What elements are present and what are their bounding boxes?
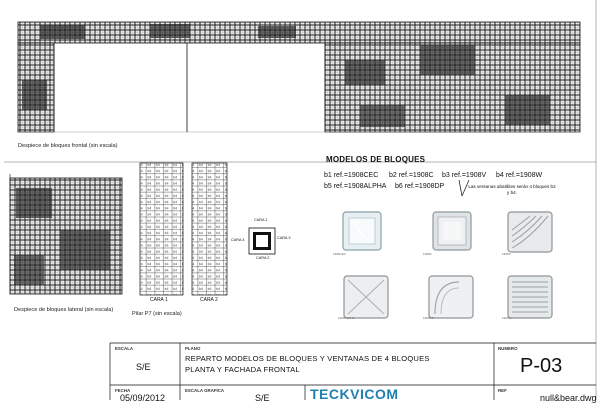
plan-label-right: CARA 3 (277, 236, 291, 240)
glass-block-lines-icon (500, 272, 562, 321)
plano-line-1: REPARTO MODELOS DE BLOQUES Y VENTANAS DE 4 BLOQUES (185, 354, 430, 363)
glass-block-frosted-icon (421, 208, 483, 257)
glass-block-photo: 1908V (500, 208, 562, 257)
numero-value: P-03 (520, 355, 563, 377)
side-view-caption: Despiece de bloques lateral (sin escala) (14, 307, 114, 313)
escala-label: ESCALA (115, 346, 134, 351)
fecha-value: 05/09/2012 (120, 393, 166, 403)
glass-block-photo: 1908W (500, 272, 562, 321)
plano-label: PLANO (185, 346, 201, 351)
ref-value: null&bear.dwg (540, 393, 597, 403)
ref-label: REF (498, 388, 507, 393)
glass-block-arch-icon (421, 272, 483, 321)
glass-block-photo: 1908C (421, 208, 483, 257)
plan-label-bottom: CARA 2 (256, 256, 270, 260)
models-title: MODELOS DE BLOQUES (326, 155, 426, 164)
pillar-face-1-label: CARA 1 (150, 297, 168, 303)
front-wall-elevation (18, 22, 580, 132)
ref-b2: b2 ref.=1908C (389, 172, 434, 179)
escala-grafica-label: ESCALA GRAFICA (185, 388, 225, 393)
glass-block-wave-icon (500, 208, 562, 257)
glass-block-photo: 1908CEC (331, 208, 393, 257)
pillar-caption: Pilar P7 (sin escala) (132, 311, 182, 317)
ref-b6: b6 ref.=1908DP (395, 183, 445, 190)
pillar-face-1 (140, 163, 183, 295)
plan-label-left: CARA 4 (231, 238, 245, 242)
side-wall-elevation (10, 174, 122, 294)
ref-b4: b4 ref.=1908W (496, 172, 543, 179)
glass-block-cross-icon (336, 272, 398, 321)
front-view-caption: Despiece de bloques frontal (sin escala) (18, 143, 118, 149)
ref-b5: b5 ref.=1908ALPHA (324, 183, 387, 190)
windows-note: Las ventanas abatibles serán 4 bloques b2 y b4. (468, 184, 556, 195)
glass-block-clear-icon (331, 208, 393, 257)
numero-label: NUMERO (498, 346, 518, 351)
escala-value: S/E (136, 362, 151, 372)
pillar-face-2 (192, 163, 227, 295)
ref-b3: b3 ref.=1908V (442, 172, 487, 179)
pillar-face-2-label: CARA 2 (200, 297, 218, 303)
plan-label-top: CARA 1 (254, 218, 268, 222)
glass-block-photo: 1908DP (421, 272, 483, 321)
escala-grafica-value: S/E (255, 393, 270, 403)
company-logo: TECKVICOM (310, 386, 399, 400)
pillar-plan-section (249, 228, 275, 254)
fecha-label: FECHA (115, 388, 131, 393)
ref-b1: b1 ref.=1908CEC (324, 172, 379, 179)
glass-block-photo: 1908ALPHA (336, 272, 398, 321)
plano-line-2: PLANTA Y FACHADA FRONTAL (185, 365, 300, 374)
